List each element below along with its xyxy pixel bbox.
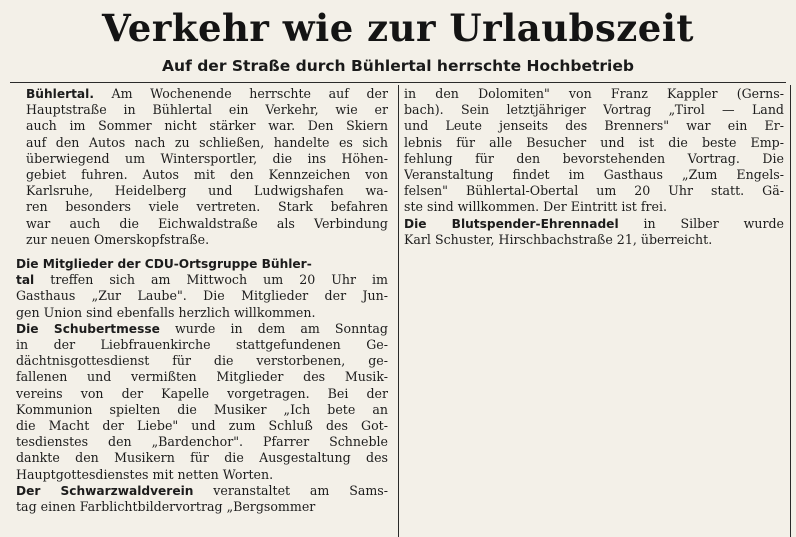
paragraph-text: felsen" Bühlertal-Obertal um 20 Uhr statt. Gä-: [404, 183, 784, 199]
text-line: [404, 216, 784, 232]
paragraph-text: ste sind willkommen. Der Eintritt ist frei.: [404, 199, 668, 215]
paragraph-text: in Silber wurde: [618, 215, 784, 231]
text-line: [404, 232, 784, 248]
text-line: [26, 216, 388, 232]
text-line: [16, 386, 388, 402]
paragraph-lead: Die Schubertmesse: [16, 321, 160, 336]
text-line: [16, 353, 388, 369]
text-line: [16, 467, 388, 483]
paragraph-text: bach). Sein letztjähriger Vortrag „Tirol — Land: [404, 102, 784, 118]
article-headline: Verkehr wie zur Urlaubszeit: [101, 6, 694, 50]
column-divider: [398, 85, 399, 537]
right-border: [790, 85, 791, 537]
paragraph-text: fehlung für den bevorstehenden Vortrag. Die: [404, 150, 784, 166]
text-line: [16, 288, 388, 304]
text-line: [16, 483, 388, 499]
paragraph-text: wurde in dem am Sonntag: [159, 320, 388, 336]
right-column: [404, 86, 784, 248]
text-line: [16, 256, 388, 272]
paragraph-text: Veranstaltung findet im Gasthaus „Zum Engels-: [404, 167, 784, 183]
text-line: [16, 418, 388, 434]
paragraph-text: und Leute jenseits des Brenners" war ein Er-: [404, 118, 784, 134]
paragraph-lead: Die Mitglieder der CDU-Ortsgruppe Bühler-: [16, 257, 312, 271]
paragraph-text: gen Union sind ebenfalls herzlich willkommen.: [16, 304, 316, 320]
paragraph-text: Karl Schuster, Hirschbachstraße 21, überreicht.: [404, 231, 713, 247]
text-line: [404, 118, 784, 134]
text-line: [16, 337, 388, 353]
paragraph-lead: Die Blutspender-Ehrennadel: [404, 216, 619, 231]
paragraph-text: Am Wochenende herrschte auf der: [93, 86, 388, 101]
text-line: [26, 151, 388, 167]
article-subheadline: Auf der Straße durch Bühlertal herrschte Hochbetrieb: [162, 57, 634, 75]
paragraph-text: auf den Autos nach zu schließen, handelte es sich: [26, 134, 388, 150]
text-line: [26, 183, 388, 199]
paragraph-text: lebnis für alle Besucher und ist die beste Emp-: [404, 134, 784, 150]
text-line: [16, 272, 388, 288]
paragraph-text: dächtnisgottesdienst für die verstorbenen, ge-: [16, 353, 388, 369]
text-line: [16, 321, 388, 337]
paragraph-lead: Bühlertal.: [26, 87, 94, 101]
paragraph-text: in der Liebfrauenkirche stattgefundenen Ge-: [16, 337, 388, 353]
left-column-top: [26, 86, 388, 248]
paragraph-text: tag einen Farblichtbildervortrag „Bergsommer: [16, 499, 316, 515]
paragraph-text: Kommunion spielten die Musiker „Ich bete an: [16, 401, 388, 417]
paragraph-text: Gasthaus „Zur Laube". Die Mitglieder der Jun-: [16, 288, 388, 304]
text-line: [16, 402, 388, 418]
paragraph-text: Karlsruhe, Heidelberg und Ludwigshafen wa-: [26, 183, 388, 199]
paragraph-text: Hauptstraße in Bühlertal ein Verkehr, wie er: [26, 102, 388, 118]
text-line: [404, 183, 784, 199]
text-line: [404, 135, 784, 151]
text-line: [16, 434, 388, 450]
text-line: [404, 167, 784, 183]
paragraph-text: in den Dolomiten" von Franz Kappler (Gerns-: [404, 86, 784, 101]
text-line: [26, 102, 388, 118]
text-line: [16, 369, 388, 385]
text-line: [26, 167, 388, 183]
text-line: [16, 499, 388, 515]
text-line: [404, 86, 784, 102]
paragraph-text: Hauptgottesdienstes mit netten Worten.: [16, 466, 274, 482]
paragraph-text: veranstaltet am Sams-: [193, 482, 388, 498]
paragraph-lead: tal: [16, 273, 35, 288]
paragraph-text: vereins von der Kapelle vorgetragen. Bei der: [16, 385, 388, 401]
text-line: [16, 305, 388, 321]
text-line: [26, 232, 388, 248]
text-line: [404, 102, 784, 118]
text-line: [16, 450, 388, 466]
paragraph-text: fallenen und vermißten Mitglieder des Musik-: [16, 369, 388, 385]
text-line: [26, 86, 388, 102]
paragraph-text: dankte den Musikern für die Ausgestaltung des: [16, 450, 388, 466]
paragraph-text: gebiet fuhren. Autos mit den Kennzeichen von: [26, 167, 388, 183]
left-column-bottom: [16, 256, 388, 515]
paragraph-text: ren besonders viele vertreten. Stark befahren: [26, 199, 388, 215]
text-line: [404, 151, 784, 167]
paragraph-lead: Der Schwarzwaldverein: [16, 483, 194, 498]
text-line: [26, 118, 388, 134]
text-line: [404, 199, 784, 215]
paragraph-text: die Macht der Liebe" und zum Schluß des Got-: [16, 418, 388, 434]
text-line: [26, 135, 388, 151]
paragraph-text: zur neuen Omerskopfstraße.: [26, 231, 210, 247]
paragraph-text: auch im Sommer nicht stärker war. Den Skiern: [26, 118, 388, 134]
paragraph-text: überwiegend um Wintersportler, die ins Höhen-: [26, 150, 388, 166]
header-rule: [10, 82, 786, 83]
text-line: [26, 199, 388, 215]
paragraph-text: tesdienstes den „Bardenchor". Pfarrer Schneble: [16, 434, 388, 450]
paragraph-text: war auch die Eichwaldstraße als Verbindung: [26, 215, 388, 231]
paragraph-text: treffen sich am Mittwoch um 20 Uhr im: [34, 272, 388, 288]
